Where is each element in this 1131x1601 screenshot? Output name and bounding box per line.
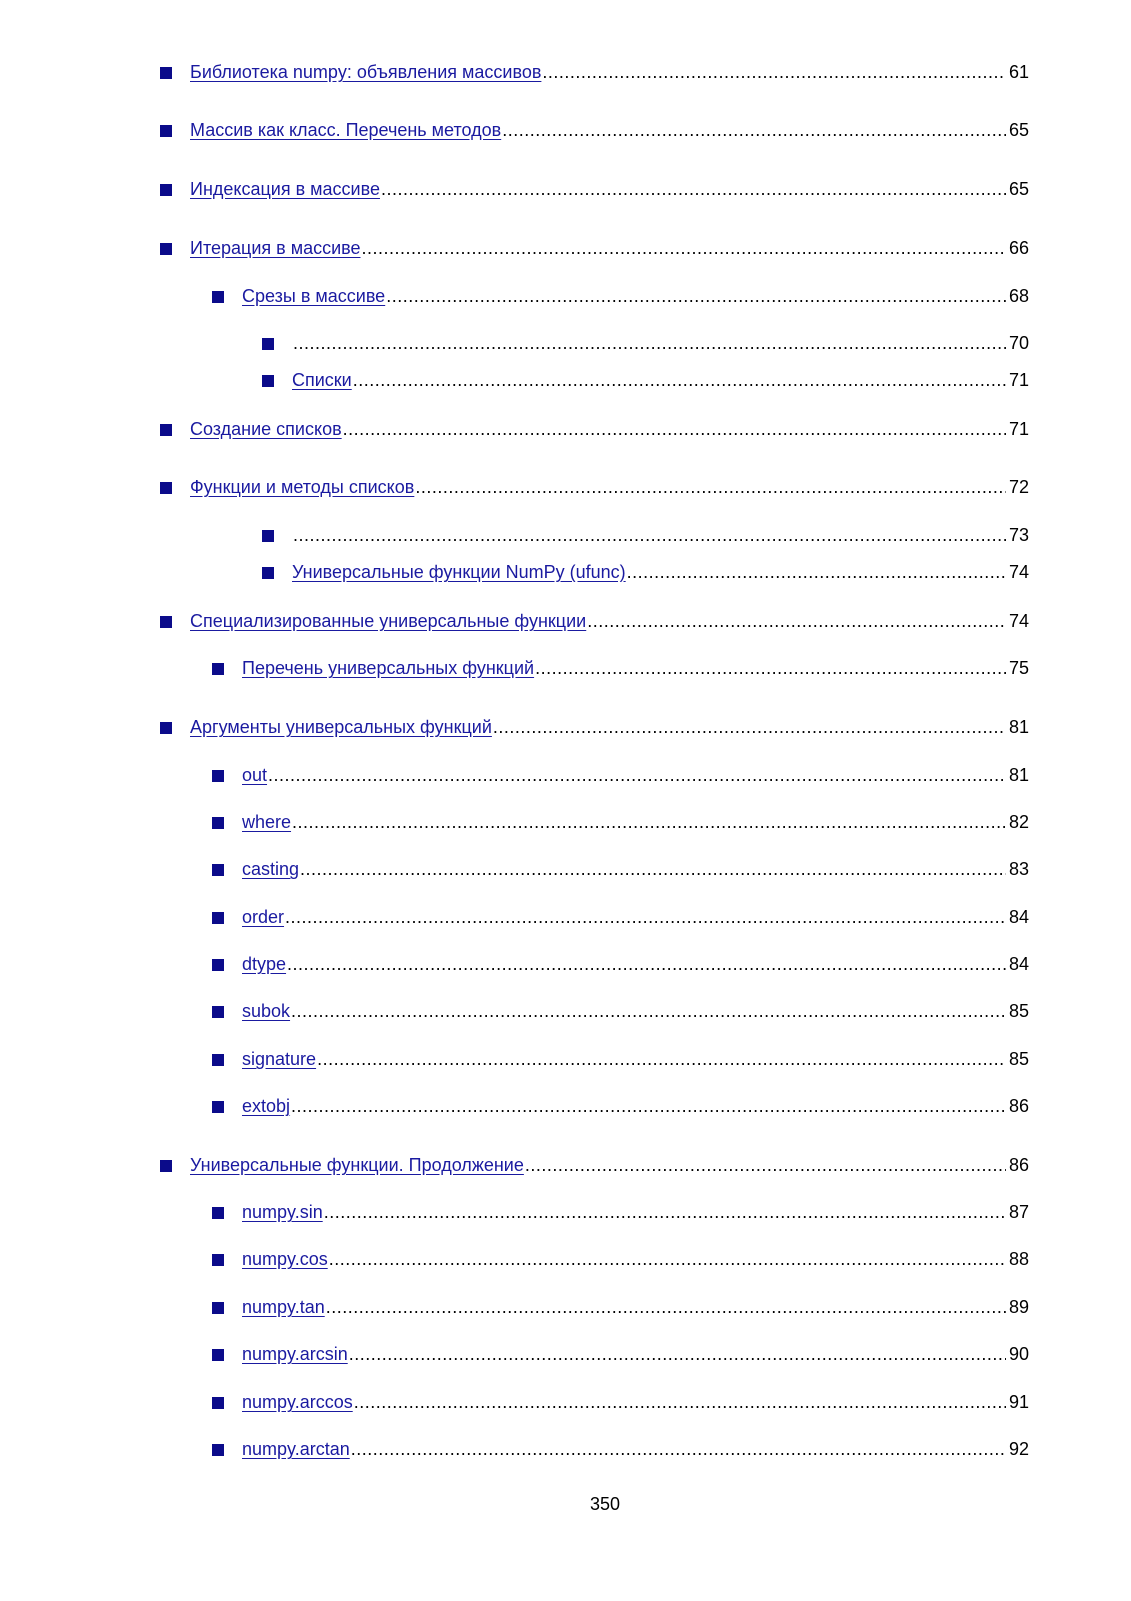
toc-entry-page: 71	[1008, 419, 1029, 439]
toc-entry-link[interactable]	[212, 1296, 325, 1318]
toc-entry-page: 86	[1008, 1096, 1029, 1116]
dot-leader	[317, 1048, 1006, 1070]
toc-entry[interactable]	[262, 557, 1029, 583]
square-bullet-icon	[212, 817, 224, 829]
toc-entry[interactable]	[262, 328, 1029, 354]
toc-entry-link[interactable]	[212, 906, 284, 928]
square-bullet-icon	[212, 959, 224, 971]
dot-leader	[386, 285, 1006, 307]
toc-entry[interactable]	[212, 902, 1029, 928]
toc-entry[interactable]	[212, 1244, 1029, 1270]
toc-entry[interactable]	[160, 472, 1029, 498]
toc-entry-link[interactable]	[212, 1248, 328, 1270]
toc-entry-page: 85	[1008, 1001, 1029, 1021]
toc-entry-page: 85	[1008, 1049, 1029, 1069]
dot-leader	[287, 953, 1006, 975]
toc-entry[interactable]	[212, 653, 1029, 679]
toc-entry-title: order	[242, 907, 285, 927]
toc-entry-page: 65	[1008, 120, 1029, 140]
toc-entry-link[interactable]	[160, 61, 541, 83]
toc-entry-title: Универсальные функции. Продолжение	[190, 1155, 524, 1175]
toc-entry-title: where	[242, 812, 292, 832]
toc-entry-title: Универсальные функции NumPy (ufunc)	[292, 562, 626, 582]
dot-leader	[502, 119, 1006, 141]
dot-leader	[300, 858, 1006, 880]
toc-entry-title: Срезы в массиве	[242, 286, 386, 306]
dot-leader	[329, 1248, 1006, 1270]
toc-entry-title: Библиотека numpy: объявления массивов	[190, 62, 542, 82]
dot-leader	[324, 1201, 1006, 1223]
toc-entry-title: Аргументы универсальных функций	[190, 717, 492, 737]
square-bullet-icon	[212, 1054, 224, 1066]
square-bullet-icon	[160, 616, 172, 628]
square-bullet-icon	[262, 567, 274, 579]
dot-leader	[285, 906, 1006, 928]
dot-leader	[343, 418, 1006, 440]
square-bullet-icon	[262, 338, 274, 350]
toc-entry-page: 81	[1008, 717, 1029, 737]
toc-entry-page: 87	[1008, 1202, 1029, 1222]
toc-entry[interactable]	[212, 807, 1029, 833]
square-bullet-icon	[160, 67, 172, 79]
toc-entry-title: Массив как класс. Перечень методов	[190, 120, 502, 140]
toc-entry[interactable]	[212, 281, 1029, 307]
square-bullet-icon	[160, 1160, 172, 1172]
toc-entry[interactable]	[212, 760, 1029, 786]
toc-entry-link[interactable]	[212, 1343, 348, 1365]
toc-entry[interactable]	[212, 854, 1029, 880]
toc-entry-page: 90	[1008, 1344, 1029, 1364]
square-bullet-icon	[160, 243, 172, 255]
toc-entry-link[interactable]	[262, 338, 292, 354]
dot-leader	[351, 1438, 1006, 1460]
toc-entry[interactable]	[160, 712, 1029, 738]
dot-leader	[291, 1095, 1006, 1117]
toc-entry-page: 91	[1008, 1392, 1029, 1412]
toc-entry[interactable]	[212, 1387, 1029, 1413]
toc-entry-link[interactable]	[212, 1048, 316, 1070]
toc-entry[interactable]	[160, 115, 1029, 141]
square-bullet-icon	[212, 1397, 224, 1409]
toc-entry-title: Функции и методы списков	[190, 477, 415, 497]
toc-entry-link[interactable]	[212, 1391, 353, 1413]
toc-entry-page: 88	[1008, 1249, 1029, 1269]
dot-leader	[293, 332, 1006, 354]
toc-entry[interactable]	[212, 1197, 1029, 1223]
toc-entry[interactable]	[160, 606, 1029, 632]
toc-entry-title: dtype	[242, 954, 287, 974]
toc-entry-link[interactable]	[160, 178, 380, 200]
toc-entry-title: Специализированные универсальные функции	[190, 611, 587, 631]
toc-entry-link[interactable]	[262, 369, 352, 391]
square-bullet-icon	[160, 125, 172, 137]
square-bullet-icon	[212, 291, 224, 303]
square-bullet-icon	[212, 663, 224, 675]
toc-entry-link[interactable]	[160, 610, 586, 632]
toc-entry-page: 83	[1008, 859, 1029, 879]
toc-entry[interactable]	[262, 520, 1029, 546]
toc-entry-title: Индексация в массиве	[190, 179, 380, 199]
square-bullet-icon	[212, 864, 224, 876]
toc-entry-page: 84	[1008, 954, 1029, 974]
toc-entry-link[interactable]	[212, 285, 385, 307]
square-bullet-icon	[160, 722, 172, 734]
toc-entry-link[interactable]	[212, 1095, 290, 1117]
toc-entry-link[interactable]	[160, 716, 492, 738]
toc-entry-link[interactable]	[212, 657, 534, 679]
toc-entry-link[interactable]	[160, 119, 501, 141]
toc-entry-link[interactable]	[212, 1438, 350, 1460]
toc-entry-page: 82	[1008, 812, 1029, 832]
dot-leader	[525, 1154, 1006, 1176]
page-number: 350	[589, 1494, 621, 1514]
toc-entry-page: 89	[1008, 1297, 1029, 1317]
dot-leader	[349, 1343, 1006, 1365]
square-bullet-icon	[212, 912, 224, 924]
toc-entry-link[interactable]	[160, 418, 342, 440]
toc-entry-link[interactable]	[212, 764, 267, 786]
square-bullet-icon	[212, 1207, 224, 1219]
toc-entry[interactable]	[212, 1292, 1029, 1318]
dot-leader	[292, 811, 1006, 833]
toc-entry-title: numpy.cos	[242, 1249, 328, 1269]
toc-entry-link[interactable]	[160, 237, 361, 259]
square-bullet-icon	[160, 482, 172, 494]
toc-entry-page: 81	[1008, 765, 1029, 785]
toc-entry[interactable]	[212, 996, 1029, 1022]
square-bullet-icon	[212, 1254, 224, 1266]
toc-entry[interactable]	[212, 1044, 1029, 1070]
toc-entry-page: 68	[1008, 286, 1029, 306]
toc-entry-page: 92	[1008, 1439, 1029, 1459]
toc-entry-title: extobj	[242, 1096, 291, 1116]
toc-entry-title: numpy.sin	[242, 1202, 323, 1222]
toc-entry-link[interactable]	[262, 530, 292, 546]
square-bullet-icon	[160, 424, 172, 436]
toc-entry-link[interactable]	[212, 1000, 290, 1022]
toc-entry-page: 75	[1008, 658, 1029, 678]
dot-leader	[587, 610, 1006, 632]
toc-entry-title: Итерация в массиве	[190, 238, 361, 258]
toc-entry[interactable]	[212, 1091, 1029, 1117]
square-bullet-icon	[212, 770, 224, 782]
toc-entry-link[interactable]	[212, 953, 286, 975]
toc-entry[interactable]	[212, 1434, 1029, 1460]
toc-entry-page: 71	[1008, 370, 1029, 390]
square-bullet-icon	[212, 1444, 224, 1456]
toc-entry-title: Списки	[292, 370, 352, 390]
toc-entry[interactable]	[160, 233, 1029, 259]
square-bullet-icon	[262, 530, 274, 542]
dot-leader	[381, 178, 1006, 200]
toc-entry[interactable]	[262, 365, 1029, 391]
toc-entry-title: numpy.arcsin	[242, 1344, 348, 1364]
toc-entry-title: out	[242, 765, 268, 785]
toc-entry[interactable]	[160, 414, 1029, 440]
square-bullet-icon	[212, 1349, 224, 1361]
dot-leader	[353, 369, 1006, 391]
toc-entry-title: numpy.arccos	[242, 1392, 353, 1412]
toc-entry[interactable]	[160, 174, 1029, 200]
toc-entry-page: 73	[1008, 525, 1029, 545]
toc-entry-link[interactable]	[160, 476, 414, 498]
dot-leader	[291, 1000, 1006, 1022]
toc-entry-page: 72	[1008, 477, 1029, 497]
toc-entry-page: 66	[1008, 238, 1029, 258]
dot-leader	[354, 1391, 1006, 1413]
square-bullet-icon	[212, 1302, 224, 1314]
toc-entry[interactable]	[212, 1339, 1029, 1365]
toc-entry-page: 70	[1008, 333, 1029, 353]
toc-entry-link[interactable]	[212, 1201, 323, 1223]
square-bullet-icon	[212, 1101, 224, 1113]
square-bullet-icon	[212, 1006, 224, 1018]
dot-leader	[326, 1296, 1006, 1318]
dot-leader	[627, 561, 1006, 583]
toc-entry-page: 61	[1008, 62, 1029, 82]
toc-entry-page: 65	[1008, 179, 1029, 199]
toc-entry[interactable]	[212, 949, 1029, 975]
square-bullet-icon	[262, 375, 274, 387]
square-bullet-icon	[160, 184, 172, 196]
toc-entry-link[interactable]	[262, 561, 626, 583]
toc-entry-title: numpy.tan	[242, 1297, 325, 1317]
toc-entry-link[interactable]	[160, 1154, 524, 1176]
toc-entry[interactable]	[160, 57, 1029, 83]
toc-entry-title: Создание списков	[190, 419, 342, 439]
toc-entry-link[interactable]	[212, 811, 291, 833]
dot-leader	[535, 657, 1006, 679]
toc-entry-page: 74	[1008, 611, 1029, 631]
toc-entry-title: numpy.arctan	[242, 1439, 350, 1459]
toc-entry-page: 84	[1008, 907, 1029, 927]
dot-leader	[362, 237, 1007, 259]
dot-leader	[542, 61, 1006, 83]
toc-entry-link[interactable]	[212, 858, 299, 880]
dot-leader	[493, 716, 1006, 738]
toc-entry-title: casting	[242, 859, 300, 879]
dot-leader	[293, 524, 1006, 546]
dot-leader	[268, 764, 1006, 786]
toc-entry-title: Перечень универсальных функций	[242, 658, 535, 678]
toc-entry[interactable]	[160, 1150, 1029, 1176]
toc-entry-page: 86	[1008, 1155, 1029, 1175]
toc-entry-page: 74	[1008, 562, 1029, 582]
toc-entry-title: subok	[242, 1001, 291, 1021]
dot-leader	[415, 476, 1006, 498]
toc-entry-title: signature	[242, 1049, 317, 1069]
